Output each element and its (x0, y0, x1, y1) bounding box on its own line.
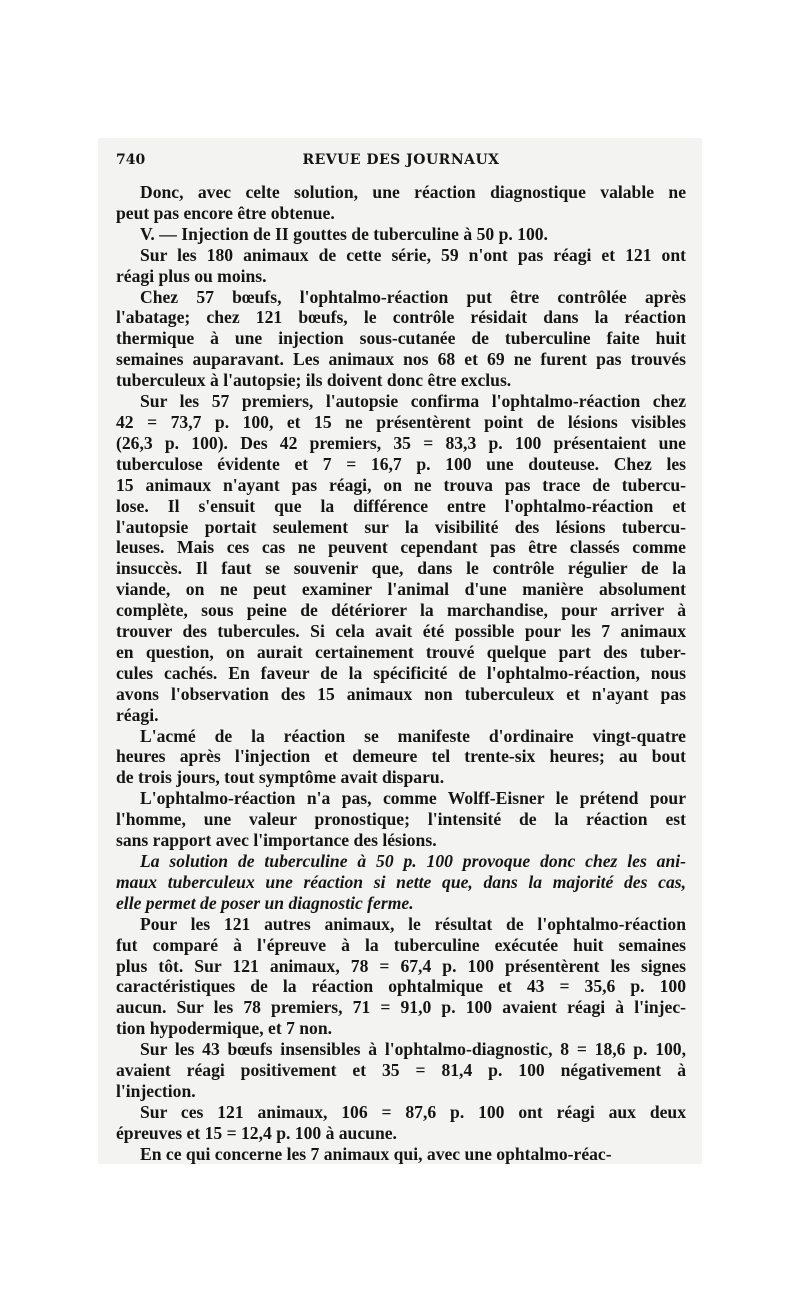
text-line: plus tôt. Sur 121 animaux, 78 = 67,4 p. 100 présentèrent les signes (116, 955, 686, 976)
text-line: avons l'observation des 15 animaux non tuberculeux et n'ayant pas (116, 683, 686, 704)
text-line: maux tuberculeux une réaction si nette que, dans la majorité des cas, (116, 871, 686, 892)
paragraph (116, 245, 686, 287)
text-line: de trois jours, tout symptôme avait disparu. (116, 767, 445, 788)
text-line: Sur ces 121 animaux, 106 = 87,6 p. 100 ont réagi aux deux (140, 1101, 686, 1122)
text-line: tuberculeux à l'autopsie; ils doivent donc être exclus. (116, 370, 512, 391)
text-line: l'injection. (116, 1080, 196, 1101)
article-body (116, 182, 686, 1165)
text-line: tion hypodermique, et 7 non. (116, 1018, 333, 1039)
text-line: l'homme, une valeur pronostique; l'intensité de la réaction est (116, 809, 686, 830)
text-line: En ce qui concerne les 7 animaux qui, avec une ophtalmo-réac- (140, 1143, 612, 1164)
text-line: La solution de tuberculine à 50 p. 100 provoque donc chez les ani- (140, 851, 686, 871)
text-line: fut comparé à l'épreuve à la tuberculine exécutée huit semaines (116, 934, 686, 955)
text-line: l'autopsie portait seulement sur la visibilité des lésions tubercu- (116, 516, 686, 537)
page-number: 740 (116, 152, 146, 168)
text-line: réagi plus ou moins. (116, 265, 267, 286)
text-line: insuccès. Il faut se souvenir que, dans le contrôle régulier de la (116, 558, 686, 579)
text-line: viande, on ne peut examiner l'animal d'une manière absolument (116, 579, 686, 600)
text-line: avaient réagi positivement et 35 = 81,4 p. 100 négativement à (116, 1060, 686, 1081)
text-line: réagi. (116, 704, 159, 725)
page-header (116, 150, 686, 174)
italic-paragraph (116, 851, 686, 914)
paragraph (116, 1144, 686, 1165)
text-line: l'abatage; chez 121 bœufs, le contrôle résidait dans la réaction (116, 307, 686, 328)
text-line: Sur les 43 bœufs insensibles à l'ophtalmo-diagnostic, 8 = 18,6 p. 100, (140, 1039, 686, 1060)
document-page (116, 150, 686, 1165)
paragraph (116, 726, 686, 789)
text-line: sans rapport avec l'importance des lésions. (116, 830, 437, 851)
text-line: Pour les 121 autres animaux, le résultat de l'ophtalmo-réaction (140, 913, 686, 934)
text-line: Sur les 180 animaux de cette série, 59 n'ont pas réagi et 121 ont (140, 244, 686, 265)
text-line: cules cachés. En faveur de la spécificité de l'ophtalmo-réaction, nous (116, 662, 686, 683)
text-line: V. — Injection de II gouttes de tuberculine à 50 p. 100. (140, 223, 548, 244)
paragraph (116, 788, 686, 851)
text-line: Donc, avec celte solution, une réaction diagnostique valable ne (140, 182, 686, 202)
text-line: caractéristiques de la réaction ophtalmique et 43 = 35,6 p. 100 (116, 976, 686, 997)
text-line: L'ophtalmo-réaction n'a pas, comme Wolff-Eisner le prétend pour (140, 788, 686, 809)
text-line: (26,3 p. 100). Des 42 premiers, 35 = 83,3 p. 100 présentaient une (116, 432, 686, 453)
text-line: 15 animaux n'ayant pas réagi, on ne trouva pas trace de tubercu- (116, 474, 686, 495)
text-line: leuses. Mais ces cas ne peuvent cependant pas être classés comme (116, 537, 686, 558)
paragraph (116, 1102, 686, 1144)
paragraph (116, 1039, 686, 1102)
paragraph (116, 287, 686, 392)
text-line: semaines auparavant. Les animaux nos 68 et 69 ne furent pas trouvés (116, 349, 686, 370)
text-line: complète, sous peine de détériorer la marchandise, pour arriver à (116, 600, 686, 621)
text-line: thermique à une injection sous-cutanée de tuberculine faite huit (116, 328, 686, 349)
paragraph (116, 914, 686, 1039)
text-line: en question, on aurait certainement trouvé quelque part des tuber- (116, 641, 686, 662)
text-line: Chez 57 bœufs, l'ophtalmo-réaction put être contrôlée après (140, 286, 686, 307)
text-line: trouver des tubercules. Si cela avait été possible pour les 7 animaux (116, 621, 686, 642)
text-line: épreuves et 15 = 12,4 p. 100 à aucune. (116, 1122, 397, 1143)
text-line: elle permet de poser un diagnostic ferme. (116, 892, 414, 913)
text-line: tuberculose évidente et 7 = 16,7 p. 100 une douteuse. Chez les (116, 453, 686, 474)
paragraph (116, 182, 686, 224)
paragraph (116, 224, 686, 245)
text-line: L'acmé de la réaction se manifeste d'ordinaire vingt-quatre (140, 725, 686, 746)
text-line: aucun. Sur les 78 premiers, 71 = 91,0 p. 100 avaient réagi à l'injec- (116, 997, 686, 1018)
paragraph (116, 391, 686, 726)
text-line: Sur les 57 premiers, l'autopsie confirma l'ophtalmo-réaction chez (140, 391, 686, 412)
text-line: peut pas encore être obtenue. (116, 202, 335, 223)
text-line: lose. Il s'ensuit que la différence entre l'ophtalmo-réaction et (116, 495, 686, 516)
text-line: 42 = 73,7 p. 100, et 15 ne présentèrent point de lésions visibles (116, 411, 686, 432)
running-head: REVUE DES JOURNAUX (302, 152, 500, 168)
text-line: heures après l'injection et demeure tel trente-six heures; au bout (116, 746, 686, 767)
